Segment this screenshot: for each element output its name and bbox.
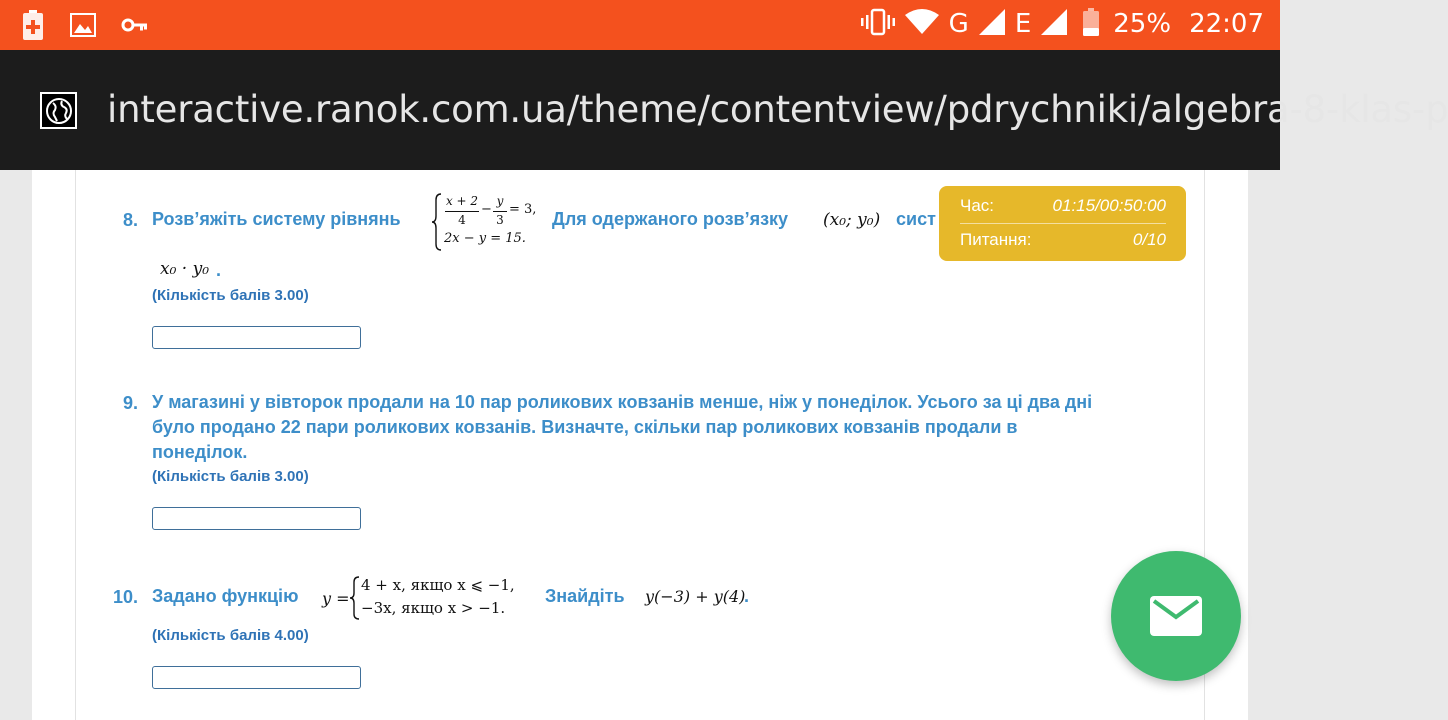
image-icon bbox=[70, 13, 96, 42]
timer-divider bbox=[960, 223, 1166, 224]
signal-icon bbox=[1041, 9, 1067, 39]
question-10-expression: y(−3) + y(4) bbox=[645, 587, 746, 606]
eq1-rhs: = 3, bbox=[509, 202, 537, 217]
question-9-points: (Кількість балів 3.00) bbox=[152, 468, 309, 485]
fraction-bar bbox=[493, 211, 507, 212]
clock: 22:07 bbox=[1189, 9, 1264, 39]
question-9-answer-input[interactable] bbox=[152, 507, 361, 530]
question-10-text: Задано функцію bbox=[152, 586, 299, 606]
question-10-expression-dot: . bbox=[744, 586, 750, 606]
question-8-number: 8. bbox=[122, 210, 138, 230]
battery-icon bbox=[1083, 8, 1099, 40]
network-e-label: E bbox=[1014, 9, 1032, 39]
eq2: 2x − y = 15. bbox=[444, 231, 526, 246]
question-9-line-1: У магазині у вівторок продали на 10 пар роликових ковзанів менше, ніж у понеділок. Усього за ці два дні bbox=[152, 392, 1093, 412]
question-8-product-dot: . bbox=[216, 260, 222, 280]
question-10-answer-input[interactable] bbox=[152, 666, 361, 689]
question-8-pair: (x₀; y₀) bbox=[823, 210, 881, 230]
timer-questions-label: Питання: bbox=[960, 230, 1032, 249]
question-8-system bbox=[432, 192, 542, 252]
timer-questions-value: 0/10 bbox=[1132, 230, 1166, 249]
battery-saver-icon bbox=[22, 10, 44, 45]
battery-percent: 25% bbox=[1113, 9, 1172, 39]
eq1-den-b: 3 bbox=[496, 213, 504, 227]
question-9-number: 9. bbox=[122, 393, 138, 413]
eq1-num-a: x + 2 bbox=[445, 194, 479, 208]
timer-time-label: Час: bbox=[960, 196, 995, 215]
case-1: 4 + x, якщо x ⩽ −1, bbox=[361, 576, 515, 594]
signal-icon bbox=[979, 9, 1005, 39]
question-10-number: 10. bbox=[112, 587, 138, 607]
content-border-left bbox=[75, 170, 76, 720]
question-8-points: (Кількість балів 3.00) bbox=[152, 287, 309, 304]
timer-time-value: 01:15/00:50:00 bbox=[1052, 196, 1166, 215]
question-9-line-3: понеділок. bbox=[152, 442, 248, 462]
url-text[interactable]: interactive.ranok.com.ua/theme/contentview/pdrychniki/algebra-8-klas-p bbox=[107, 88, 1448, 131]
question-10-text-after: Знайдіть bbox=[545, 586, 625, 606]
question-10-func-lhs: y = bbox=[322, 589, 350, 608]
mail-button[interactable] bbox=[1111, 551, 1241, 681]
status-bar bbox=[0, 0, 1280, 50]
question-9-line-2: було продано 22 пари роликових ковзанів. Визначте, скільки пар роликових ковзанів продали в bbox=[152, 417, 1018, 437]
wifi-icon bbox=[905, 9, 939, 39]
eq1-num-b: y bbox=[496, 194, 504, 208]
vibrate-icon bbox=[861, 9, 895, 39]
eq1-den-a: 4 bbox=[458, 213, 466, 227]
network-g-label: G bbox=[948, 9, 969, 39]
question-8-answer-input[interactable] bbox=[152, 326, 361, 349]
case-2: −3x, якщо x > −1. bbox=[361, 599, 506, 617]
question-10-points: (Кількість балів 4.00) bbox=[152, 627, 309, 644]
question-8-text-after: Для одержаного розв’язку bbox=[552, 209, 789, 229]
globe-icon bbox=[40, 92, 77, 129]
fraction-bar bbox=[445, 211, 479, 212]
mail-icon bbox=[1150, 596, 1202, 636]
minus-sign: − bbox=[481, 202, 492, 217]
test-timer-panel bbox=[939, 186, 1186, 261]
question-8-product: x₀ · y₀ bbox=[160, 259, 210, 279]
browser-url-bar[interactable] bbox=[0, 50, 1448, 170]
question-10-piecewise bbox=[350, 574, 540, 622]
question-8-text: Розв’яжіть систему рівнянь bbox=[152, 209, 401, 229]
question-9-text bbox=[152, 390, 1192, 465]
key-icon bbox=[122, 17, 148, 38]
question-8-text-tail: сист bbox=[896, 209, 936, 229]
